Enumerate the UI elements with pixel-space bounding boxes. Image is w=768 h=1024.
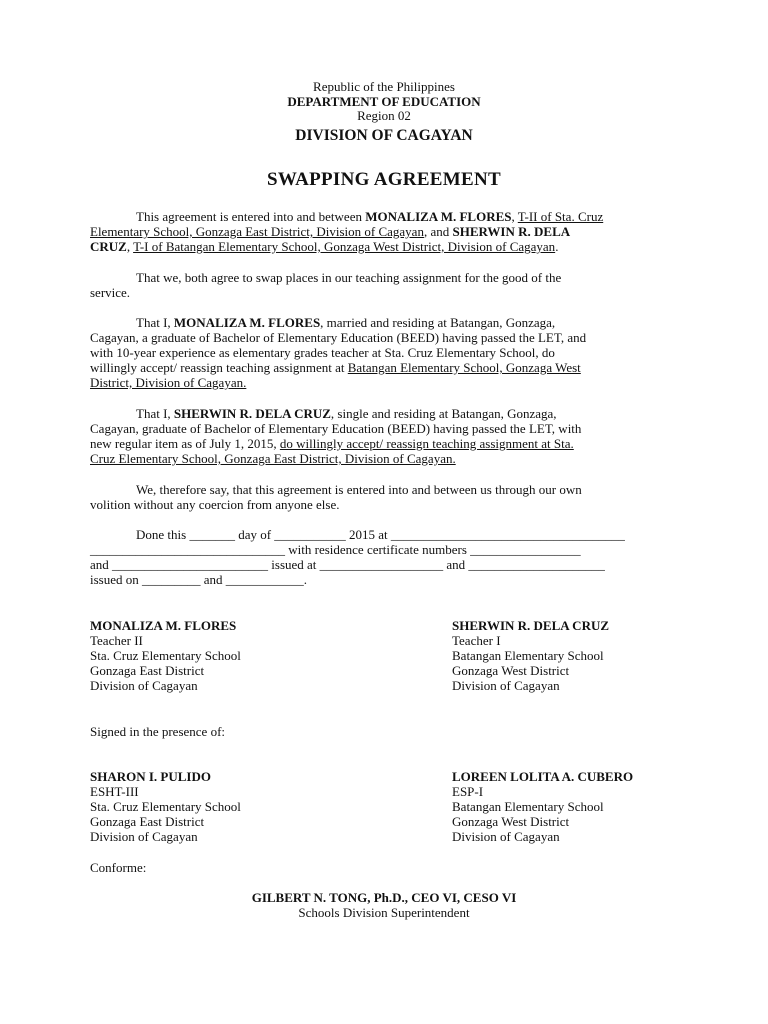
witness-2-school: Batangan Elementary School	[452, 799, 604, 814]
paragraph-volition	[90, 482, 668, 512]
p1-text-1: This agreement is entered into and between	[136, 209, 366, 224]
p6-line-4: issued on _________ and ____________.	[90, 572, 308, 587]
witness-1-name: SHARON I. PULIDO	[90, 769, 211, 784]
p4-text-1: That I,	[136, 406, 174, 421]
p3-line-4b: Batangan Elementary School, Gonzaga West	[347, 360, 581, 375]
superintendent-name: GILBERT N. TONG, Ph.D., CEO VI, CESO VI	[251, 890, 517, 905]
p3-line-3: with 10-year experience as elementary grades teacher at Sta. Cruz Elementary School, do	[90, 345, 555, 360]
p4-text-2: , single and residing at Batangan, Gonzaga,	[330, 406, 557, 421]
p6-line-1: Done this _______ day of ___________ 2015 at ____________________________________	[136, 527, 625, 542]
region-line: Region 02	[357, 108, 411, 123]
paragraph-done-this	[90, 527, 668, 587]
signatory-2-name: SHERWIN R. DELA CRUZ	[452, 618, 610, 633]
p4-line-2: Cagayan, graduate of Bachelor of Elementary Education (BEED) having passed the LET, with	[90, 421, 582, 436]
republic-line: Republic of the Philippines	[313, 79, 455, 94]
witness-2-district: Gonzaga West District	[452, 814, 570, 829]
signatory-1-school: Sta. Cruz Elementary School	[90, 648, 241, 663]
p6-line-3: and ________________________ issued at ___________________ and _____________________	[90, 557, 605, 572]
witness-2-division: Division of Cagayan	[452, 829, 560, 844]
presence-label: Signed in the presence of:	[90, 724, 226, 739]
superintendent-title: Schools Division Superintendent	[298, 905, 470, 920]
party1-name: MONALIZA M. FLORES	[365, 209, 512, 224]
paragraph-party2-statement	[90, 406, 668, 466]
p3-line-4a: willingly accept/ reassign teaching assignment at	[90, 360, 348, 375]
p1-text-2: ,	[511, 209, 518, 224]
paragraph-party1-statement	[90, 315, 668, 390]
witness-1-school: Sta. Cruz Elementary School	[90, 799, 241, 814]
paragraph-parties	[90, 209, 668, 254]
p5-line-2: volition without any coercion from anyone else.	[90, 497, 340, 512]
witness-block-2	[452, 769, 752, 844]
p4-name: SHERWIN R. DELA CRUZ	[173, 406, 331, 421]
p4-line-3b: do willingly accept/ reassign teaching assignment at Sta.	[279, 436, 574, 451]
party2-name-b: CRUZ	[90, 239, 127, 254]
signatory-block-1	[90, 618, 390, 693]
signatory-2-school: Batangan Elementary School	[452, 648, 604, 663]
signatory-1-district: Gonzaga East District	[90, 663, 205, 678]
department-line: DEPARTMENT OF EDUCATION	[287, 93, 481, 109]
signatory-1-name: MONALIZA M. FLORES	[90, 618, 237, 633]
p2-line-1: That we, both agree to swap places in our teaching assignment for the good of the	[136, 270, 562, 285]
witness-2-name: LOREEN LOLITA A. CUBERO	[452, 769, 634, 784]
party1-position-a: T-II of Sta. Cruz	[517, 209, 604, 224]
p3-name: MONALIZA M. FLORES	[173, 315, 321, 330]
paragraph-agreement	[90, 270, 668, 300]
p5-line-1: We, therefore say, that this agreement is entered into and between us through our own	[136, 482, 582, 497]
signatory-2-district: Gonzaga West District	[452, 663, 570, 678]
p4-line-4: Cruz Elementary School, Gonzaga East District, Division of Cagayan.	[90, 451, 456, 466]
p4-line-3a: new regular item as of July 1, 2015,	[90, 436, 280, 451]
party2-name-a: SHERWIN R. DELA	[452, 224, 571, 239]
p3-text-2: , married and residing at Batangan, Gonzaga,	[320, 315, 556, 330]
p2-line-2: service.	[90, 285, 131, 300]
signatory-2-position: Teacher I	[452, 633, 501, 648]
conforme-label: Conforme:	[90, 860, 147, 875]
document-title: SWAPPING AGREEMENT	[267, 169, 501, 190]
witness-1-division: Division of Cagayan	[90, 829, 198, 844]
party2-position: T-I of Batangan Elementary School, Gonzaga West District, Division of Cagayan	[133, 239, 556, 254]
p3-line-2: Cagayan, a graduate of Bachelor of Elementary Education (BEED) having passed the LET, and	[90, 330, 587, 345]
p3-line-5: District, Division of Cagayan.	[90, 375, 247, 390]
p1-text-3: , and	[423, 224, 453, 239]
p3-text-1: That I,	[136, 315, 174, 330]
witness-1-district: Gonzaga East District	[90, 814, 205, 829]
witness-block-1	[90, 769, 390, 844]
letterhead	[0, 80, 768, 146]
division-line: DIVISION OF CAGAYAN	[295, 126, 473, 144]
p6-line-2: ______________________________ with residence certificate numbers _________________	[90, 542, 581, 557]
signatory-1-position: Teacher II	[90, 633, 143, 648]
signatory-1-division: Division of Cagayan	[90, 678, 198, 693]
p1-text-5: .	[555, 239, 559, 254]
signatory-block-2	[452, 618, 752, 693]
party1-position-b: Elementary School, Gonzaga East District, Division of Cagayan	[90, 224, 424, 239]
p1-text-4: ,	[126, 239, 134, 254]
witness-1-position: ESHT-III	[90, 784, 139, 799]
witness-2-position: ESP-I	[452, 784, 484, 799]
signatory-2-division: Division of Cagayan	[452, 678, 560, 693]
